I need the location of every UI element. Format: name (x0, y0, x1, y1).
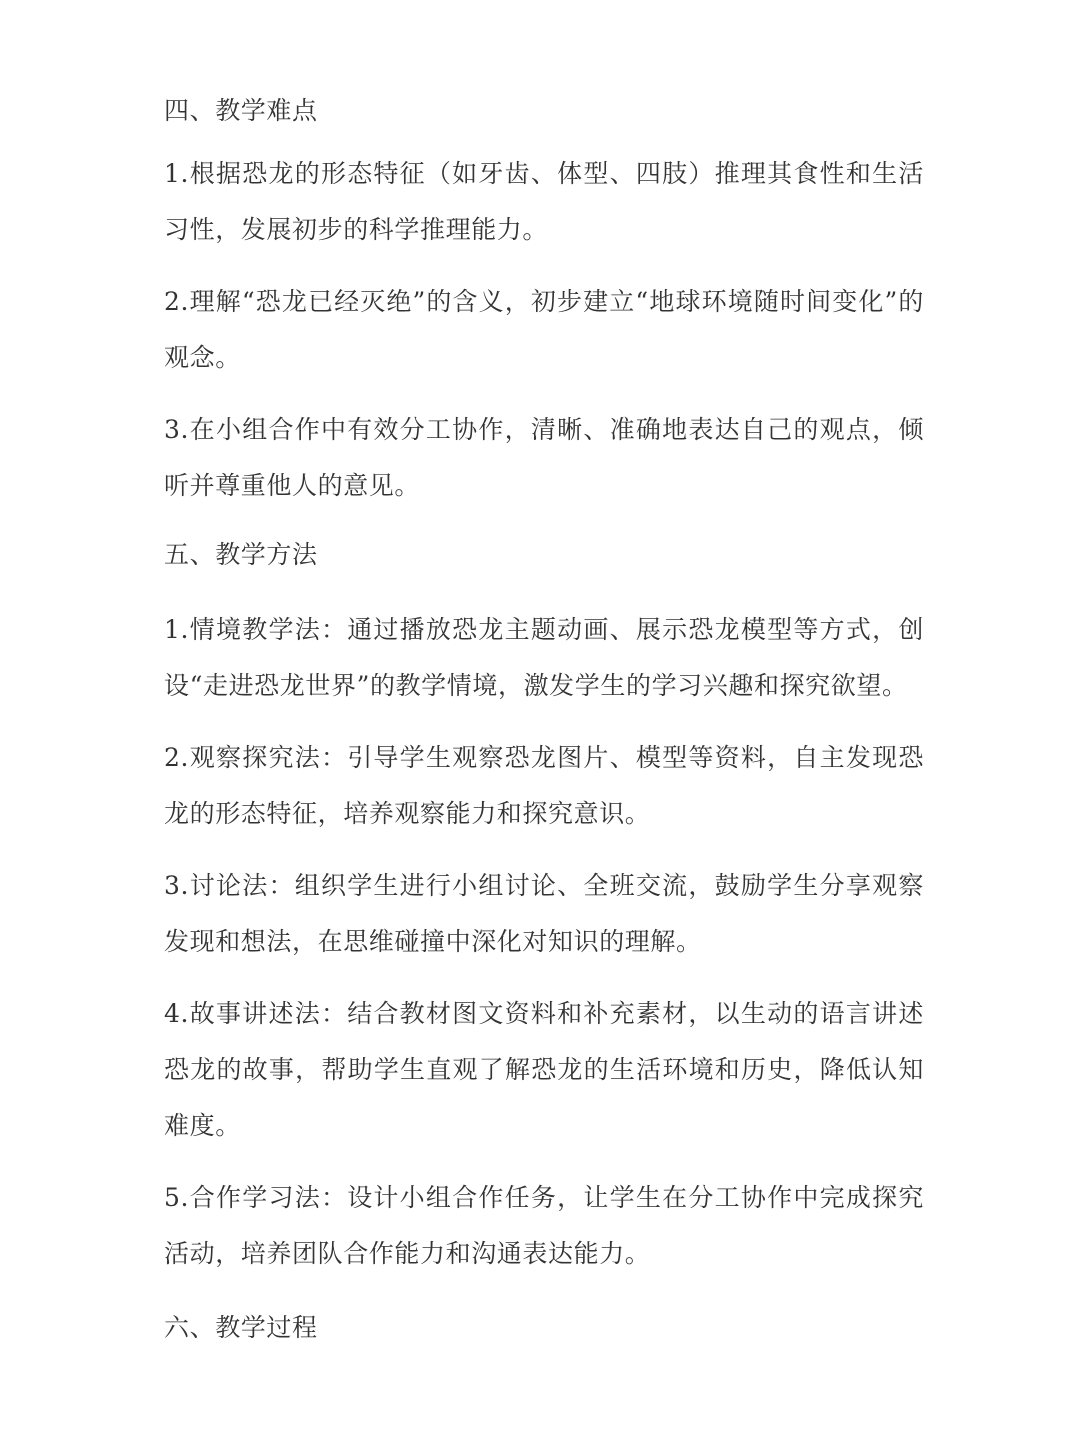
document-body (164, 82, 924, 1370)
list-item: 3.讨论法：组织学生进行小组讨论、全班交流，鼓励学生分享观察发现和想法，在思维碰撞中深化对知识的理解。 (164, 871, 924, 956)
section-heading: 四、教学难点 (164, 96, 318, 125)
list-item: 1.根据恐龙的形态特征（如牙齿、体型、四肢）推理其食性和生活习性，发展初步的科学推理能力。 (164, 159, 924, 244)
list-item: 2.理解“恐龙已经灭绝”的含义，初步建立“地球环境随时间变化”的观念。 (164, 287, 924, 372)
section-teaching-process (164, 1298, 924, 1370)
section-teaching-difficulties (164, 82, 924, 514)
section-heading: 六、教学过程 (164, 1313, 318, 1342)
section-teaching-methods (164, 530, 924, 1282)
list-item: 4.故事讲述法：结合教材图文资料和补充素材，以生动的语言讲述恐龙的故事，帮助学生直观了解恐龙的生活环境和历史，降低认知难度。 (164, 999, 924, 1140)
section-heading: 五、教学方法 (164, 540, 318, 569)
list-item: 1.情境教学法：通过播放恐龙主题动画、展示恐龙模型等方式，创设“走进恐龙世界”的教学情境，激发学生的学习兴趣和探究欲望。 (164, 615, 924, 700)
list-item: 2.观察探究法：引导学生观察恐龙图片、模型等资料，自主发现恐龙的形态特征，培养观察能力和探究意识。 (164, 743, 924, 828)
list-item: 3.在小组合作中有效分工协作，清晰、准确地表达自己的观点，倾听并尊重他人的意见。 (164, 415, 924, 500)
list-item: 5.合作学习法：设计小组合作任务，让学生在分工协作中完成探究活动，培养团队合作能力和沟通表达能力。 (164, 1183, 924, 1268)
